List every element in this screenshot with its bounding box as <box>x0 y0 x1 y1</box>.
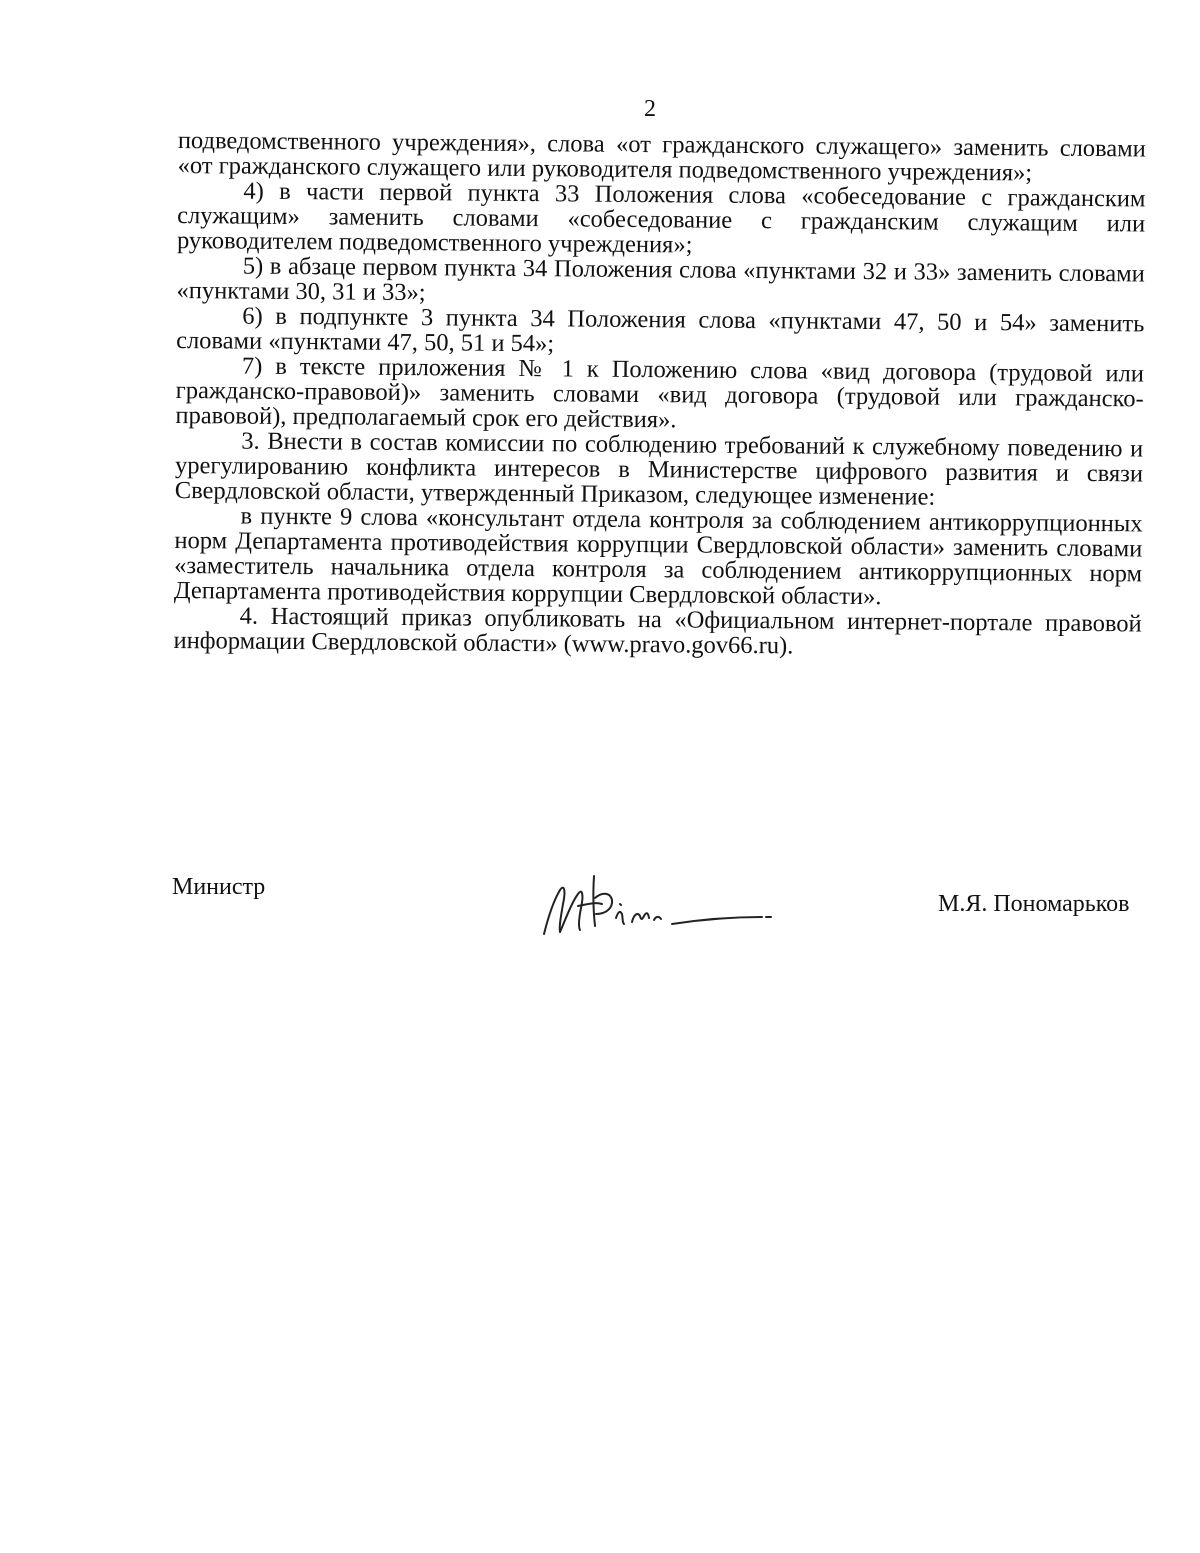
paragraph-continuation: подведомственного учреждения», слова «от гражданского служащего» заменить словами «от гражданского служащего или руководителя подведомственного учреждения»; <box>177 127 1146 187</box>
document-body <box>173 128 1146 661</box>
paragraph-section-4: 4. Настоящий приказ опубликовать на «Официальном интернет-портале правовой информации Свердловской области» (www.pravo.gov66.ru). <box>173 602 1142 660</box>
signature-block <box>0 860 1200 950</box>
paragraph-section-3: 3. Внести в состав комиссии по соблюдению требований к служебному поведению и урегулированию конфликта интересов в Министерстве цифрового развития и связи Свердловской области, утвержденный Приказом, следующее изменение: <box>174 427 1144 511</box>
handwritten-signature <box>538 860 778 942</box>
paragraph-section-3-change: в пункте 9 слова «консультант отдела контроля за соблюдением антикоррупционных норм Департамента противодействия коррупции Свердловской области» заменить словами «заместитель начальника отдела контроля за соблюдением антикоррупционных норм Департамента противодействия коррупции Свердловской области». <box>173 502 1143 611</box>
page-number: 2 <box>644 96 656 122</box>
signer-position: Министр <box>172 874 266 900</box>
signer-name: М.Я. Пономарьков <box>938 891 1130 917</box>
paragraph-item-4: 4) в части первой пункта 33 Положения слова «собеседование с гражданским служащим» заменить словами «собеседование с гражданским служащим или руководителем подведомственного учреждения»; <box>176 177 1146 259</box>
paragraph-item-7: 7) в тексте приложения № 1 к Положению слова «вид договора (трудовой или гражданско-правовой)» заменить словами «вид договора (трудовой или гражданско-правовой), предполагаемый срок его действия». <box>175 352 1145 434</box>
paragraph-item-5: 5) в абзаце первом пункта 34 Положения слова «пунктами 32 и 33» заменить словами «пунктами 30, 31 и 33»; <box>176 252 1145 307</box>
paragraph-item-6: 6) в подпункте 3 пункта 34 Положения слова «пунктами 47, 50 и 54» заменить словами «пунктами 47, 50, 51 и 54»; <box>176 302 1145 358</box>
